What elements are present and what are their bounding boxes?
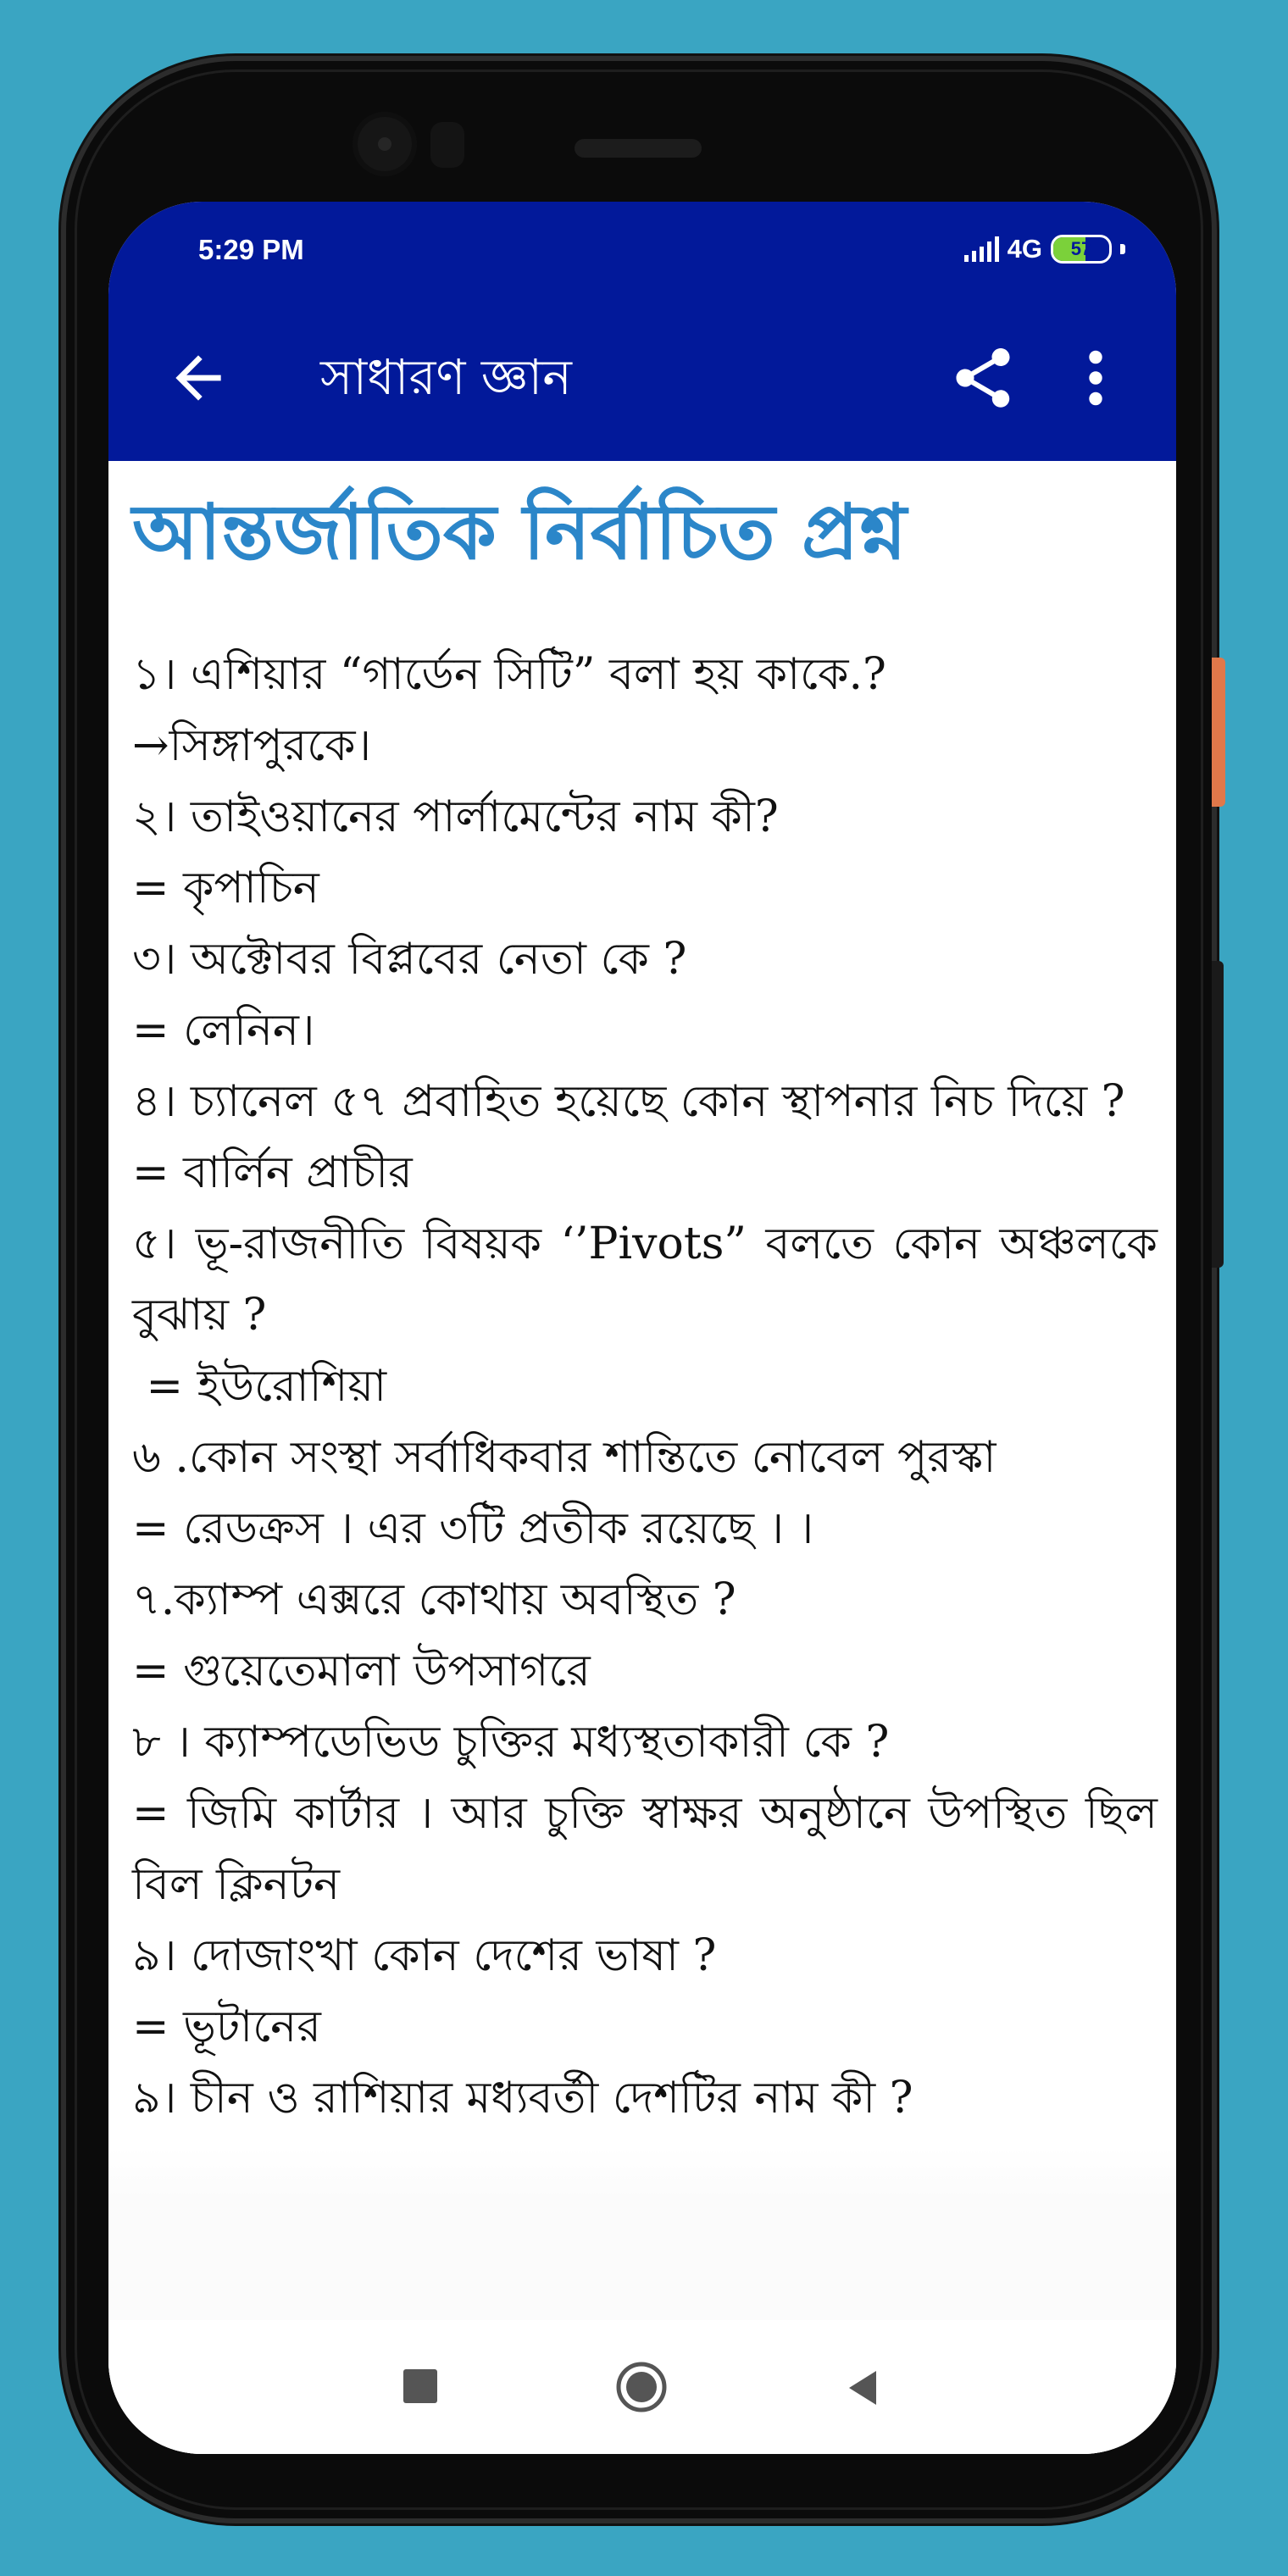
proximity-sensor xyxy=(430,122,464,168)
status-bar xyxy=(108,202,1176,295)
question-line: ৩। অক্টোবর বিপ্লবের নেতা কে ? xyxy=(132,934,687,985)
question-line: ৮ । ক্যাম্পডেভিড চুক্তির মধ্যস্থতাকারী কে ? xyxy=(132,1717,890,1768)
question-line: ৫। ভূ-রাজনীতি বিষয়ক ‘’Pivots” বলতে কোন অঞ্চলকে বুঝায় ? xyxy=(132,1219,1158,1341)
battery-icon xyxy=(1051,235,1112,264)
circle-home-icon[interactable] xyxy=(615,2361,668,2413)
app-bar xyxy=(108,295,1176,461)
answer-line: = লেনিন। xyxy=(132,1005,315,1056)
question-line: ৯। দোজাংখা কোন দেশের ভাষা ? xyxy=(132,1930,717,1981)
answer-line: = বার্লিন প্রাচীর xyxy=(132,1147,413,1198)
volume-button xyxy=(1212,961,1224,1268)
status-time: 5:29 PM xyxy=(198,234,304,265)
battery-tip xyxy=(1120,244,1125,254)
network-type: 4G xyxy=(1007,234,1042,264)
article-content[interactable] xyxy=(108,461,1176,2198)
triangle-back-icon[interactable] xyxy=(842,2368,883,2408)
answer-line: = কৃপাচিন xyxy=(132,863,319,913)
question-line: ২। তাইওয়ানের পার্লামেন্টের নাম কী? xyxy=(132,791,779,842)
front-camera xyxy=(353,112,417,176)
answer-line: = গুয়েতেমালা উপসাগরে xyxy=(132,1646,591,1696)
square-icon[interactable] xyxy=(403,2369,437,2403)
status-right xyxy=(964,234,1125,264)
answer-line: = জিমি কার্টার । আর চুক্তি স্বাক্ষর অনুষ্ঠানে উপস্থিত ছিল বিল ক্লিনটন xyxy=(132,1788,1158,1910)
question-list xyxy=(132,639,1158,2134)
navigation-bar xyxy=(108,2320,1176,2454)
more-vert-icon[interactable] xyxy=(1070,342,1121,414)
answer-line: = ভূটানের xyxy=(132,2001,321,2052)
earpiece-speaker xyxy=(575,139,702,158)
page-title: আন্তর্জাতিক নির্বাচিত প্রশ্ন xyxy=(132,488,907,577)
answer-line: = রেডক্রস । এর ৩টি প্রতীক রয়েছে । । xyxy=(132,1503,814,1554)
question-line: ১। এশিয়ার “গার্ডেন সিটি” বলা হয় কাকে.? xyxy=(132,649,886,700)
question-line: ৬ .কোন সংস্থা সর্বাধিকবার শান্তিতে নোবেল পুরস্কা xyxy=(132,1432,997,1483)
question-line: ৭.ক্যাম্প এক্সরে কোথায় অবস্থিত ? xyxy=(132,1574,736,1625)
phone-screen xyxy=(108,202,1176,2454)
power-button xyxy=(1212,658,1225,807)
answer-line: →সিঙ্গাপুরকে। xyxy=(132,720,372,771)
battery-level: 57 xyxy=(1070,238,1092,259)
scroll-fade xyxy=(108,2147,1176,2198)
question-line: ৪। চ্যানেল ৫৭ প্রবাহিত হয়েছে কোন স্থাপনার নিচ দিয়ে ? xyxy=(132,1076,1125,1127)
signal-icon xyxy=(964,236,999,262)
share-icon[interactable] xyxy=(947,342,1019,414)
answer-line: = ইউরোশিয়া xyxy=(132,1361,387,1412)
arrow-left-icon[interactable] xyxy=(164,344,232,412)
app-title: সাধারণ জ্ঞান xyxy=(320,348,572,406)
question-line: ৯। চীন ও রাশিয়ার মধ্যবর্তী দেশটির নাম কী ? xyxy=(132,2073,913,2124)
